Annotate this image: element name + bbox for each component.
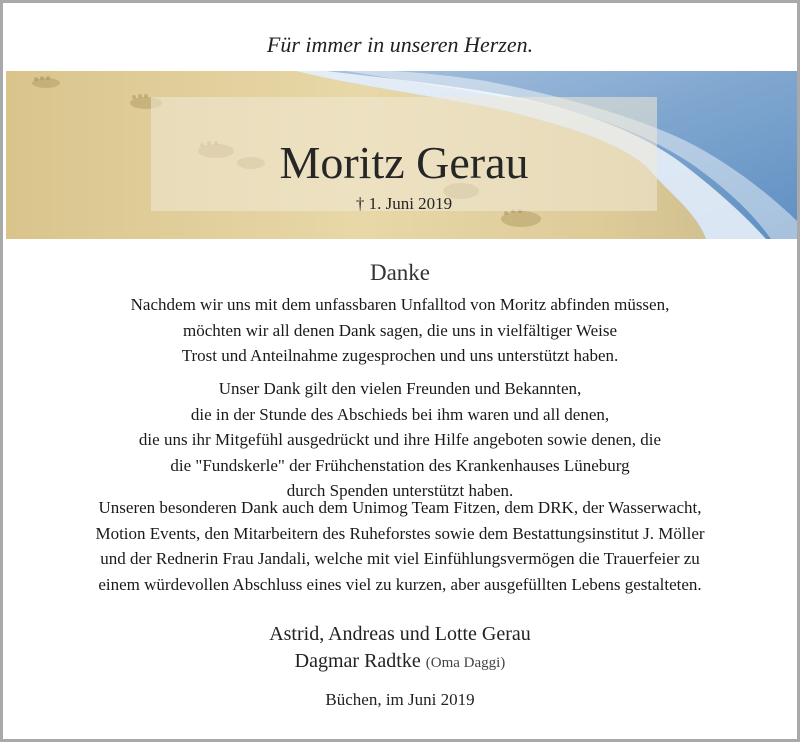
paragraph-line: Nachdem wir uns mit dem unfassbaren Unfalltod von Moritz abfinden müssen, (130, 295, 670, 314)
thanks-heading: Danke (369, 260, 431, 285)
place-date: Büchen, im Juni 2019 (325, 690, 475, 709)
paragraph-line: die in der Stunde des Abschieds bei ihm waren und all denen, (190, 404, 610, 424)
paragraph-line: Motion Events, den Mitarbeitern des Ruheforstes sowie dem Bestattungsinstitut J. Möller (95, 523, 705, 543)
paragraph-line: durch Spenden unterstützt haben. (286, 481, 514, 500)
paragraph-line: die "Fundskerle" der Frühchenstation des Krankenhauses Lüneburg (170, 455, 630, 475)
paragraph-line: Trost und Anteilnahme zugesprochen und uns unterstützt haben. (181, 346, 619, 365)
deceased-name: Moritz Gerau (279, 137, 529, 188)
paragraph-line: möchten wir all denen Dank sagen, die uns in vielfältiger Weise (182, 320, 618, 340)
signature-line-1: Astrid, Andreas und Lotte Gerau (269, 623, 531, 645)
paragraph-line: einem würdevollen Abschluss eines viel zu kurzen, aber ausgefüllten Lebens gestalteten. (98, 574, 702, 594)
name-box (151, 97, 657, 211)
signature-line-2 (3, 648, 797, 676)
paragraph-2 (23, 376, 777, 504)
paragraph-line: Unser Dank gilt den vielen Freunden und Bekannten, (218, 379, 582, 398)
signature-name: Dagmar Radtke (294, 650, 421, 672)
paragraph-line: Unseren besonderen Dank auch dem Unimog Team Fitzen, dem DRK, der Wasserwacht, (98, 498, 702, 517)
paragraph-3 (23, 495, 777, 597)
tagline: Für immer in unseren Herzen. (266, 32, 534, 57)
signature-note: (Oma Daggi) (425, 655, 506, 671)
paragraph-1 (23, 292, 777, 369)
beach-banner (6, 71, 797, 239)
paragraph-line: und der Rednerin Frau Jandali, welche mit viel Einfühlungsvermögen die Trauerfeier zu (100, 549, 700, 568)
death-date: † 1. Juni 2019 (355, 194, 453, 213)
paragraph-line: die uns ihr Mitgefühl ausgedrückt und ihre Hilfe angeboten sowie denen, die (138, 430, 662, 449)
